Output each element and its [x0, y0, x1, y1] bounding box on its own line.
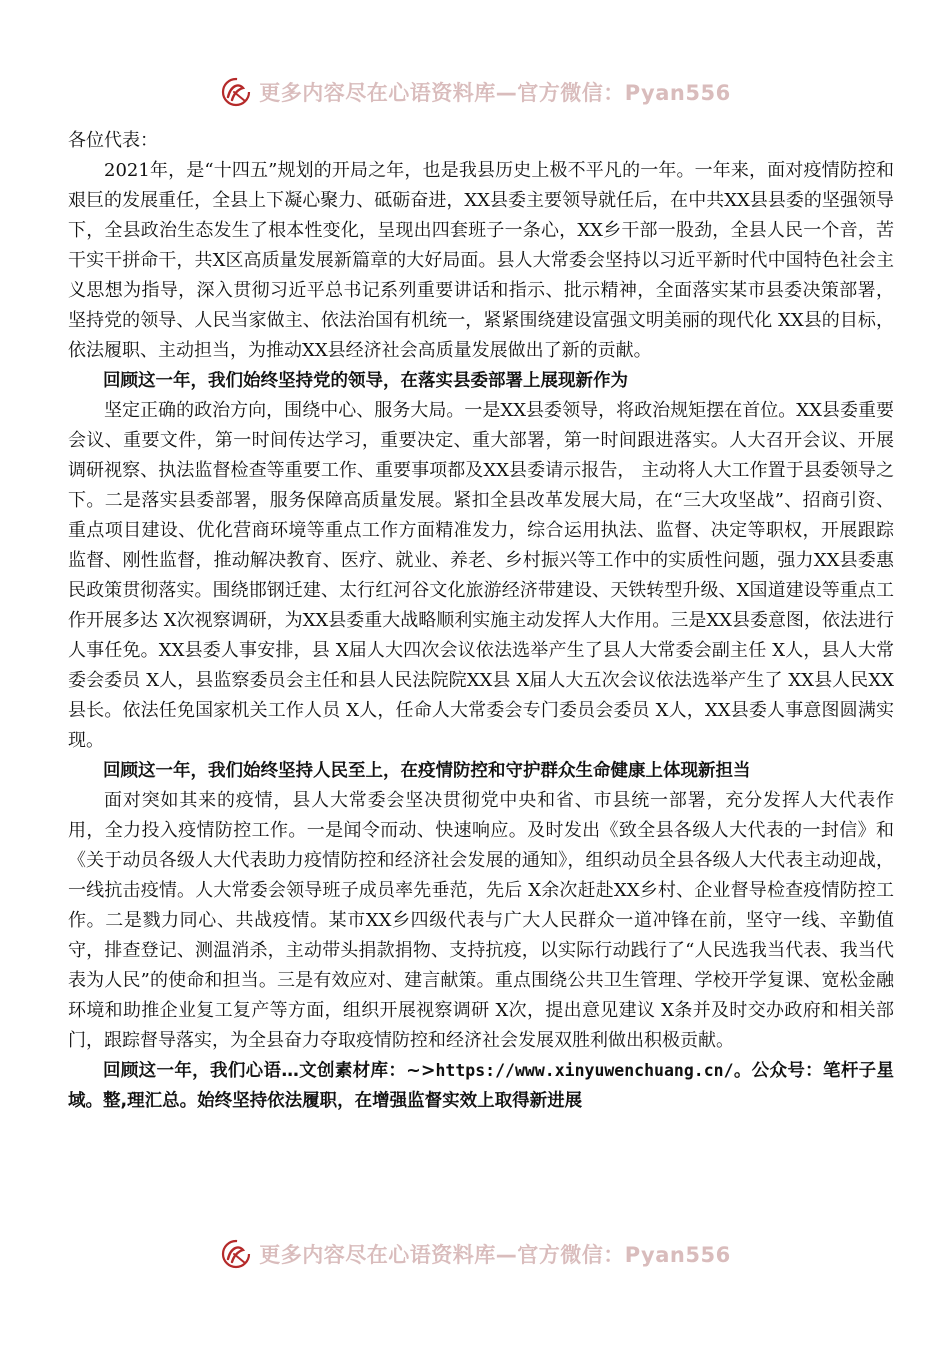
closing-prefix: 回顾这一年，我们心语…文创素材库：~> [103, 1061, 436, 1081]
closing-suffix: 。公众号：笔杆子星域。整,理汇总。始终坚持依法履职，在增强监督实效上取得新进展 [68, 1061, 895, 1111]
closing-url: https://www.xinyuwenchuang.cn/ [435, 1061, 734, 1080]
signature-logo-icon [219, 75, 253, 109]
section-heading-party-leadership: 回顾这一年，我们始终坚持党的领导，在落实县委部署上展现新作为 [103, 371, 628, 391]
signature-logo-icon [219, 1237, 253, 1271]
intro-paragraph: 2021年，是“十四五”规划的开局之年，也是我县历史上极不平凡的一年。一年来，面对疫情防控和艰巨的发展重任，全县上下凝心聚力、砥砺奋进，XX县委主要领导就任后，在中共XX县县委的坚强领导下，全县政治生态发生了根本性变化，呈现出四套班子一条心，XX乡干部一股劲，全县人民一个音，苦干实干拼命干，共X区高质量发展新篇章的大好局面。县人大常委会坚持以习近平新时代中国特色社会主义思想为指导，深入贯彻习近平总书记系列重要讲话和指示、批示精神，全面落实某市县委决策部署，坚持党的领导、人民当家做主、依法治国有机统一，紧紧围绕建设富强文明美丽的现代化 XX县的目标，依法履职、主动担当，为推动XX县经济社会高质量发展做出了新的贡献。 [68, 160, 894, 361]
watermark-banner-bottom [0, 1234, 950, 1274]
section-heading-people-first: 回顾这一年，我们始终坚持人民至上，在疫情防控和守护群众生命健康上体现新担当 [103, 761, 751, 781]
section-body-party-leadership: 坚定正确的政治方向，围绕中心、服务大局。一是XX县委领导，将政治规矩摆在首位。XX县委重要会议、重要文件，第一时间传达学习，重要决定、重大部署，第一时间跟进落实。人大召开会议、开展调研视察、执法监督检查等重要工作、重要事项都及XX县委请示报告， 主动将人大工作置于县委领导之下。二是落实县委部署，服务保障高质量发展。紧扣全县改革发展大局，在“三大攻坚战”、招商引资、重点项目建设、优化营商环境等重点工作方面精准发力，综合运用执法、监督、决定等职权，开展跟踪监督、刚性监督，推动解决教育、医疗、就业、养老、乡村振兴等工作中的实质性问题，强力XX县委惠民政策贯彻落实。围绕邯钢迁建、太行红河谷文化旅游经济带建设、天铁转型升级、X国道建设等重点工作开展多达 X次视察调研，为XX县委重大战略顺利实施主动发挥人大作用。三是XX县委意图，依法进行人事任免。XX县委人事安排，县 X届人大四次会议依法选举产生了县人大常委会副主任 X人，县人大常委会委员 X人，县监察委员会主任和县人民法院院XX县 X届人大五次会议依法选举产生了 XX县人民XX县长。依法任免国家机关工作人员 X人，任命人大常委会专门委员会委员 X人，XX县委人事意图圆满实现。 [68, 400, 894, 751]
closing-heading [68, 1056, 894, 1116]
watermark-banner-top [0, 72, 950, 112]
document-body [68, 126, 894, 1116]
section-body-people-first: 面对突如其来的疫情，县人大常委会坚决贯彻党中央和省、市县统一部署，充分发挥人大代表作用，全力投入疫情防控工作。一是闻令而动、快速响应。及时发出《致全县各级人大代表的一封信》和《关于动员各级人大代表助力疫情防控和经济社会发展的通知》，组织动员全县各级人大代表主动迎战，一线抗击疫情。人大常委会领导班子成员率先垂范，先后 X余次赶赴XX乡村、企业督导检查疫情防控工作。二是戮力同心、共战疫情。某市XX乡四级代表与广大人民群众一道冲锋在前，坚守一线、辛勤值守，排查登记、测温消杀，主动带头捐款捐物、支持抗疫，以实际行动践行了“人民选我当代表、我当代表为人民”的使命和担当。三是有效应对、建言献策。重点围绕公共卫生管理、学校开学复课、宽松金融环境和助推企业复工复产等方面，组织开展视察调研 X次，提出意见建议 X条并及时交办政府和相关部门，跟踪督导落实，为全县奋力夺取疫情防控和经济社会发展双胜利做出积极贡献。 [68, 790, 894, 1051]
watermark-text: 更多内容尽在心语资料库—官方微信：Pyan556 [259, 81, 731, 105]
watermark-text: 更多内容尽在心语资料库—官方微信：Pyan556 [259, 1243, 731, 1267]
salutation: 各位代表： [68, 130, 158, 151]
